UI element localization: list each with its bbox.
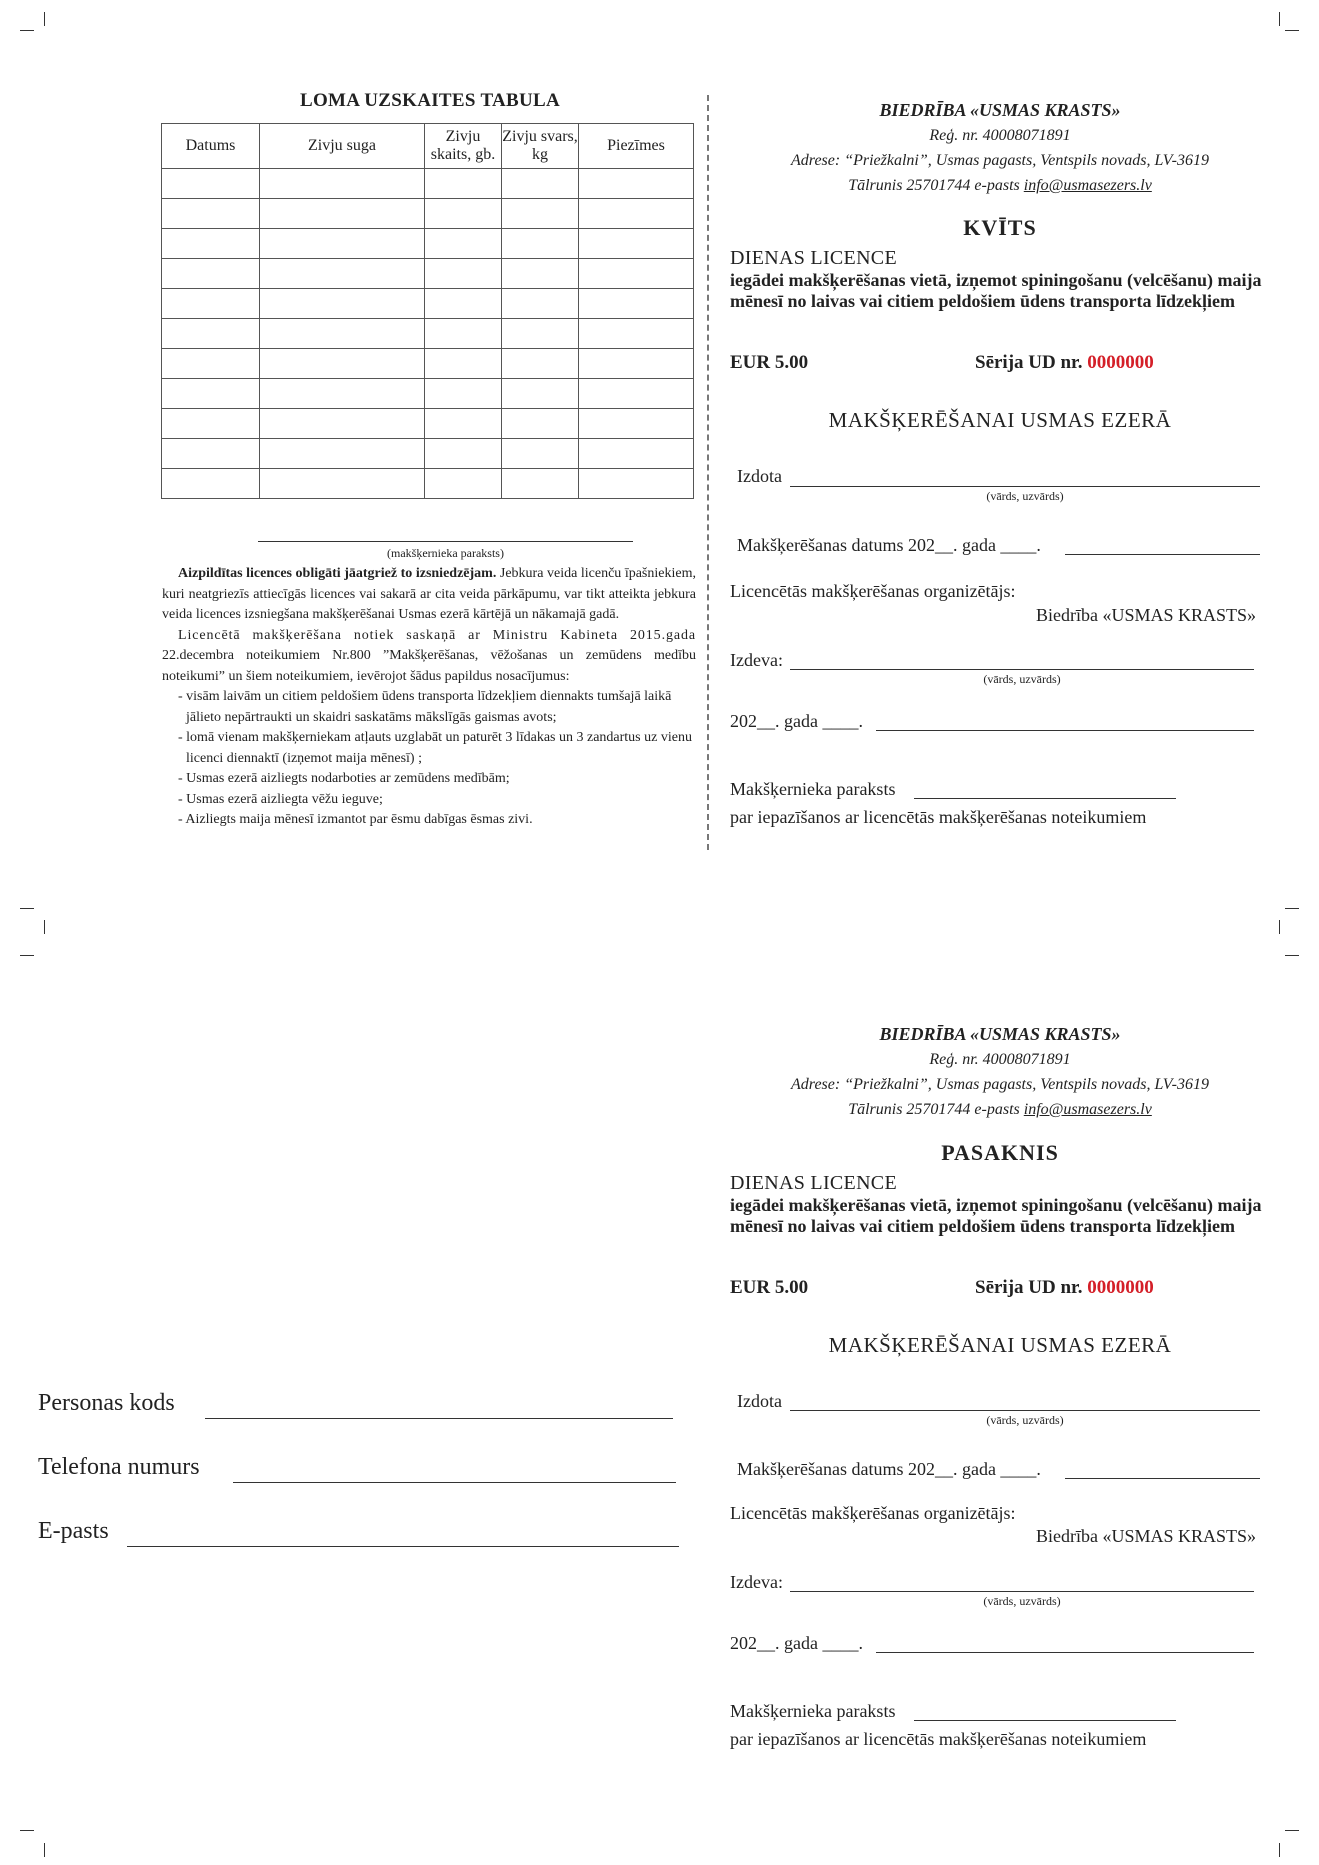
- serial-number: 0000000: [1087, 1277, 1154, 1298]
- organizer-name: Biedrība «USMAS KRASTS»: [1035, 1526, 1256, 1546]
- email-field[interactable]: [127, 1546, 679, 1547]
- crop-mark: [20, 1830, 34, 1831]
- cut-line: [707, 95, 709, 850]
- organizer-label: Licencētās makšķerēšanas organizētājs:: [730, 581, 1016, 601]
- table-cell[interactable]: [162, 199, 260, 229]
- table-row: [162, 169, 694, 199]
- phone-label: Telefona numurs: [38, 1454, 200, 1480]
- table-cell[interactable]: [260, 469, 425, 499]
- issued-by-label: Izdeva:: [730, 650, 783, 670]
- table-cell[interactable]: [502, 349, 579, 379]
- email-label: E-pasts: [38, 1518, 109, 1544]
- table-cell[interactable]: [579, 469, 694, 499]
- table-cell[interactable]: [425, 319, 502, 349]
- table-cell[interactable]: [502, 319, 579, 349]
- angler-sign-label: Makšķernieka paraksts: [730, 779, 896, 799]
- table-cell[interactable]: [579, 409, 694, 439]
- stub-title: PASAKNIS: [941, 1140, 1059, 1165]
- table-cell[interactable]: [502, 379, 579, 409]
- crop-mark: [1279, 920, 1280, 934]
- lake-heading: MAKŠĶERĒŠANAI USMAS EZERĀ: [828, 1333, 1172, 1357]
- table-row: [162, 259, 694, 289]
- catch-table-title: LOMA UZSKAITES TABULA: [299, 90, 561, 111]
- table-cell[interactable]: [502, 409, 579, 439]
- table-cell[interactable]: [502, 289, 579, 319]
- rules-para2-start: Licencētā makšķerēšana notiek saskaņā ar Ministru Kabineta 2015.gada: [178, 627, 696, 643]
- table-cell[interactable]: [579, 199, 694, 229]
- angler-signature-line[interactable]: [258, 541, 633, 542]
- col-header-notes: Piezīmes: [579, 124, 694, 169]
- table-row: [162, 319, 694, 349]
- table-row: [162, 199, 694, 229]
- org-reg: Reģ. nr. 40008071891: [929, 1051, 1071, 1068]
- table-cell[interactable]: [162, 289, 260, 319]
- issue-date-field[interactable]: [876, 730, 1254, 731]
- table-row: [162, 229, 694, 259]
- table-cell[interactable]: [579, 259, 694, 289]
- angler-sign-field[interactable]: [914, 1720, 1176, 1721]
- table-cell[interactable]: [502, 199, 579, 229]
- rule-item: - Usmas ezerā aizliegts nodarboties ar zemūdens medībām;: [178, 771, 510, 786]
- table-cell[interactable]: [502, 439, 579, 469]
- crop-mark: [1285, 955, 1299, 956]
- fishing-date-field[interactable]: [1065, 1478, 1260, 1479]
- stub-license: [730, 1172, 1275, 1237]
- issued-by-label: Izdeva:: [730, 1572, 783, 1592]
- table-cell[interactable]: [502, 169, 579, 199]
- serial-number: 0000000: [1087, 352, 1154, 373]
- table-cell[interactable]: [579, 289, 694, 319]
- issue-date-label: 202__. gada ____.: [730, 711, 863, 731]
- receipt-title: KVĪTS: [963, 215, 1037, 240]
- table-row: [162, 379, 694, 409]
- table-cell[interactable]: [502, 229, 579, 259]
- organization-header: [720, 98, 1280, 198]
- table-cell[interactable]: [425, 169, 502, 199]
- table-cell[interactable]: [425, 349, 502, 379]
- table-cell[interactable]: [260, 289, 425, 319]
- org-reg: Reģ. nr. 40008071891: [929, 127, 1071, 144]
- table-cell[interactable]: [162, 259, 260, 289]
- issued-by-field[interactable]: [790, 1591, 1254, 1592]
- table-cell[interactable]: [425, 289, 502, 319]
- organization-header-stub: [720, 1022, 1280, 1122]
- col-header-count: Zivju skaits, gb.: [425, 124, 502, 169]
- rule-item: - Usmas ezerā aizliegta vēžu ieguve;: [178, 791, 383, 807]
- table-cell[interactable]: [162, 439, 260, 469]
- organizer-label: Licencētās makšķerēšanas organizētājs:: [730, 1503, 1016, 1523]
- issued-to-label: Izdota: [737, 466, 782, 486]
- table-row: [162, 349, 694, 379]
- fishing-date-field[interactable]: [1065, 554, 1260, 555]
- issued-to-caption: (vārds, uzvārds): [986, 1413, 1064, 1427]
- table-cell[interactable]: [260, 199, 425, 229]
- crop-mark: [44, 1843, 45, 1857]
- table-cell[interactable]: [425, 469, 502, 499]
- acknowledge-text: par iepazīšanos ar licencētās makšķerēšanas noteikumiem: [730, 807, 1147, 827]
- receipt-serial: [975, 352, 1154, 374]
- crop-mark: [20, 30, 34, 31]
- table-cell[interactable]: [162, 349, 260, 379]
- stub-price: EUR 5.00: [730, 1277, 809, 1298]
- org-address: Adrese: “Priežkalni”, Usmas pagasts, Ventspils novads, LV-3619: [791, 152, 1209, 169]
- table-cell[interactable]: [425, 199, 502, 229]
- table-cell[interactable]: [425, 259, 502, 289]
- org-name: BIEDRĪBA «USMAS KRASTS»: [879, 100, 1121, 120]
- angler-signature-caption: (makšķernieka paraksts): [387, 546, 504, 560]
- license-title: DIENAS LICENCE: [730, 1172, 897, 1194]
- acknowledge-text: par iepazīšanos ar licencētās makšķerēšanas noteikumiem: [730, 1729, 1147, 1749]
- organizer-name: Biedrība «USMAS KRASTS»: [1035, 605, 1256, 625]
- table-cell[interactable]: [260, 319, 425, 349]
- receipt-license: [730, 247, 1275, 312]
- receipt-price: EUR 5.00: [730, 352, 809, 373]
- table-row: [162, 439, 694, 469]
- table-cell[interactable]: [260, 169, 425, 199]
- table-cell[interactable]: [162, 229, 260, 259]
- issued-by-field[interactable]: [790, 669, 1254, 670]
- angler-sign-label: Makšķernieka paraksts: [730, 1701, 896, 1721]
- license-description: iegādei makšķerēšanas vietā, izņemot spiningošanu (velcēšanu) maija mēnesī no laivas vai citiem peldošiem ūdens transporta līdzekļiem: [730, 1195, 1262, 1236]
- rule-item: - visām laivām un citiem peldošiem ūdens transporta līdzekļiem diennakts tumšajā laikā jālieto nepārtraukti un skaidri saskatāms mākslīgās gaismas avots;: [178, 689, 672, 725]
- table-cell[interactable]: [579, 229, 694, 259]
- crop-mark: [20, 908, 34, 909]
- crop-mark: [1285, 30, 1299, 31]
- table-cell[interactable]: [260, 409, 425, 439]
- license-title: DIENAS LICENCE: [730, 247, 897, 269]
- col-header-weight: Zivju svars, kg: [502, 124, 579, 169]
- table-cell[interactable]: [502, 469, 579, 499]
- catch-table: [161, 123, 694, 499]
- table-cell[interactable]: [162, 319, 260, 349]
- crop-mark: [1285, 908, 1299, 909]
- table-cell[interactable]: [260, 439, 425, 469]
- table-cell[interactable]: [579, 169, 694, 199]
- crop-mark: [1279, 12, 1280, 26]
- crop-mark: [1279, 1843, 1280, 1857]
- fishing-date-label: Makšķerēšanas datums 202__. gada ____.: [737, 535, 1041, 555]
- table-cell[interactable]: [579, 439, 694, 469]
- table-cell[interactable]: [425, 229, 502, 259]
- org-phone: Tālrunis 25701744 e-pasts: [848, 177, 1024, 194]
- crop-mark: [44, 920, 45, 934]
- rules-intro: Jebkura veida licenču īpašniekiem, kuri neatgriezīs attiecīgās licences vai sakarā ar cita veida pārkāpumu, var tikt atteikta jebkura veida licences izsniegšana makšķerēšanai Usmas ezerā kārtējā un nākamajā gadā.: [162, 566, 696, 622]
- col-header-species: Zivju suga: [260, 124, 425, 169]
- rule-item: - Aizliegts maija mēnesī izmantot par ēsmu dabīgas ēsmas zivi.: [178, 812, 533, 827]
- crop-mark: [20, 955, 34, 956]
- table-cell[interactable]: [260, 349, 425, 379]
- issue-date-label: 202__. gada ____.: [730, 1633, 863, 1653]
- issued-to-caption: (vārds, uzvārds): [986, 489, 1064, 503]
- stub-serial: [975, 1277, 1154, 1299]
- issued-to-field[interactable]: [790, 486, 1260, 487]
- table-cell[interactable]: [162, 169, 260, 199]
- issue-date-field[interactable]: [876, 1652, 1254, 1653]
- org-name: BIEDRĪBA «USMAS KRASTS»: [879, 1024, 1121, 1044]
- org-phone: Tālrunis 25701744 e-pasts: [848, 1101, 1024, 1118]
- table-row: [162, 469, 694, 499]
- rule-item: - lomā vienam makšķerniekam atļauts uzglabāt un paturēt 3 līdakas un 3 zandartus uz vienu licenci diennaktī (izņemot maija mēnesī) ;: [178, 730, 692, 766]
- fishing-date-label: Makšķerēšanas datums 202__. gada ____.: [737, 1459, 1041, 1479]
- serial-label: Sērija UD nr.: [975, 352, 1088, 373]
- table-cell[interactable]: [162, 379, 260, 409]
- crop-mark: [1285, 1830, 1299, 1831]
- org-email-link[interactable]: info@usmasezers.lv: [1023, 177, 1152, 194]
- phone-field[interactable]: [233, 1482, 676, 1483]
- table-cell[interactable]: [260, 259, 425, 289]
- table-cell[interactable]: [579, 349, 694, 379]
- serial-label: Sērija UD nr.: [975, 1277, 1088, 1298]
- table-cell[interactable]: [162, 409, 260, 439]
- issued-by-caption: (vārds, uzvārds): [983, 1594, 1061, 1608]
- table-cell[interactable]: [579, 379, 694, 409]
- table-cell[interactable]: [260, 229, 425, 259]
- table-cell[interactable]: [502, 259, 579, 289]
- col-header-date: Datums: [162, 124, 260, 169]
- table-row: [162, 289, 694, 319]
- org-address: Adrese: “Priežkalni”, Usmas pagasts, Ventspils novads, LV-3619: [791, 1076, 1209, 1093]
- rules-text: [162, 564, 696, 831]
- lake-heading: MAKŠĶERĒŠANAI USMAS EZERĀ: [828, 408, 1172, 432]
- license-description: iegādei makšķerēšanas vietā, izņemot spiningošanu (velcēšanu) maija mēnesī no laivas vai citiem peldošiem ūdens transporta līdzekļiem: [730, 270, 1262, 311]
- table-row: [162, 409, 694, 439]
- table-cell[interactable]: [425, 409, 502, 439]
- angler-sign-field[interactable]: [914, 798, 1176, 799]
- table-cell[interactable]: [425, 379, 502, 409]
- table-cell[interactable]: [162, 469, 260, 499]
- table-cell[interactable]: [579, 319, 694, 349]
- issued-to-label: Izdota: [737, 1391, 782, 1411]
- issued-to-field[interactable]: [790, 1410, 1260, 1411]
- org-email-link[interactable]: info@usmasezers.lv: [1023, 1101, 1152, 1118]
- table-cell[interactable]: [260, 379, 425, 409]
- personal-code-label: Personas kods: [38, 1390, 175, 1416]
- table-cell[interactable]: [425, 439, 502, 469]
- issued-by-caption: (vārds, uzvārds): [983, 672, 1061, 686]
- rules-bold-intro: Aizpildītas licences obligāti jāatgriež to izsniedzējam.: [178, 566, 497, 581]
- personal-code-field[interactable]: [205, 1418, 673, 1419]
- crop-mark: [44, 12, 45, 26]
- rules-para2: 22.decembra noteikumiem Nr.800 ”Makšķerēšanas, vēžošanas un zemūdens medību noteikumi” un šiem noteikumiem, ievērojot šādus papildus nosacījumus:: [162, 648, 696, 684]
